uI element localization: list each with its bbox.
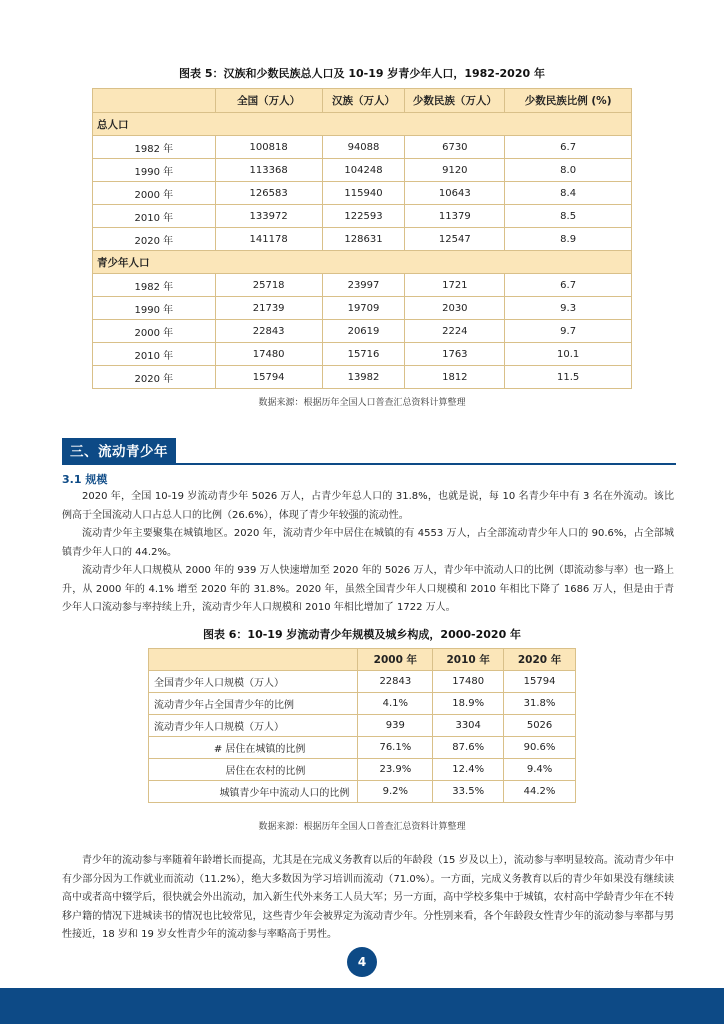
table-cell: 128631 <box>322 228 405 251</box>
row-label: 流动青少年人口规模（万人） <box>149 715 358 737</box>
table-cell: 5026 <box>504 715 576 737</box>
table-cell: 1990 年 <box>93 297 216 320</box>
table-row <box>93 297 632 320</box>
table-cell: 3304 <box>433 715 504 737</box>
table5-section-label: 总人口 <box>93 113 632 136</box>
table6-header-cell: 2010 年 <box>433 649 504 671</box>
row-label: 城镇青少年中流动人口的比例 <box>149 781 358 803</box>
table-cell: 4.1% <box>358 693 433 715</box>
table5-section-row <box>93 251 632 274</box>
subsection-title: 3.1 规模 <box>62 473 108 486</box>
table-cell: 23.9% <box>358 759 433 781</box>
table-cell: 1982 年 <box>93 136 216 159</box>
table5-section-row <box>93 113 632 136</box>
table-row <box>93 205 632 228</box>
table-cell: 6730 <box>405 136 505 159</box>
table-cell: 1763 <box>405 343 505 366</box>
table-cell: 15716 <box>322 343 405 366</box>
table-row <box>93 274 632 297</box>
table6-source: 数据来源：根据历年全国人口普查汇总资料计算整理 <box>258 822 466 832</box>
table-cell: 15794 <box>215 366 322 389</box>
table-cell: 17480 <box>215 343 322 366</box>
table-cell: 126583 <box>215 182 322 205</box>
table-cell: 11.5 <box>505 366 632 389</box>
table-cell: 11379 <box>405 205 505 228</box>
section-title: 三、流动青少年 <box>62 438 176 463</box>
table-cell: 90.6% <box>504 737 576 759</box>
table-cell: 87.6% <box>433 737 504 759</box>
table-cell: 18.9% <box>433 693 504 715</box>
table-cell: 15794 <box>504 671 576 693</box>
table5-section-label: 青少年人口 <box>93 251 632 274</box>
table-cell: 22843 <box>215 320 322 343</box>
footer-bar <box>0 988 724 1024</box>
row-label: 居住在农村的比例 <box>149 759 358 781</box>
table6-header-row <box>149 649 576 671</box>
table6-header-cell: 2020 年 <box>504 649 576 671</box>
table5-source: 数据来源：根据历年全国人口普查汇总资料计算整理 <box>258 398 466 408</box>
table-cell: 2030 <box>405 297 505 320</box>
table-cell: 17480 <box>433 671 504 693</box>
table-cell: 19709 <box>322 297 405 320</box>
table-cell: 25718 <box>215 274 322 297</box>
table-cell: 94088 <box>322 136 405 159</box>
row-label: # 居住在城镇的比例 <box>149 737 358 759</box>
table-cell: 115940 <box>322 182 405 205</box>
table-row <box>149 715 576 737</box>
section-divider <box>62 463 676 465</box>
table5-caption: 图表 5：汉族和少数民族总人口及 10-19 岁青少年人口，1982-2020 年 <box>179 67 545 80</box>
table5-header-cell: 汉族（万人） <box>322 89 405 113</box>
table-cell: 1990 年 <box>93 159 216 182</box>
table-cell: 2020 年 <box>93 228 216 251</box>
table-cell: 1721 <box>405 274 505 297</box>
table-cell: 21739 <box>215 297 322 320</box>
table-cell: 23997 <box>322 274 405 297</box>
table5-header-cell: 少数民族比例 (%) <box>505 89 632 113</box>
table-cell: 939 <box>358 715 433 737</box>
table-row <box>93 159 632 182</box>
table5-header-cell: 少数民族（万人） <box>405 89 505 113</box>
table5-header-cell <box>93 89 216 113</box>
table-row <box>93 343 632 366</box>
table-cell: 12.4% <box>433 759 504 781</box>
table-cell: 9.2% <box>358 781 433 803</box>
table-cell: 141178 <box>215 228 322 251</box>
table-cell: 10643 <box>405 182 505 205</box>
row-label: 全国青少年人口规模（万人） <box>149 671 358 693</box>
paragraph: 流动青少年主要聚集在城镇地区。2020 年，流动青少年中居住在城镇的有 4553 万人，占全部流动青少年人口的 90.6%，占全部城镇青少年人口的 44.2%。 <box>62 528 674 558</box>
table-row <box>93 366 632 389</box>
table-cell: 8.4 <box>505 182 632 205</box>
table-cell: 2224 <box>405 320 505 343</box>
table-cell: 100818 <box>215 136 322 159</box>
table-cell: 33.5% <box>433 781 504 803</box>
page-number: 4 <box>347 947 377 977</box>
table-row <box>93 320 632 343</box>
table-cell: 12547 <box>405 228 505 251</box>
table-cell: 44.2% <box>504 781 576 803</box>
table-cell: 8.0 <box>505 159 632 182</box>
table5-header-row <box>93 89 632 113</box>
table-cell: 9120 <box>405 159 505 182</box>
row-label: 流动青少年占全国青少年的比例 <box>149 693 358 715</box>
table-cell: 8.9 <box>505 228 632 251</box>
table-cell: 9.4% <box>504 759 576 781</box>
table-cell: 6.7 <box>505 136 632 159</box>
table-cell: 10.1 <box>505 343 632 366</box>
table-row <box>93 228 632 251</box>
paragraph: 2020 年，全国 10-19 岁流动青少年 5026 万人，占青少年总人口的 31.8%，也就是说，每 10 名青少年中有 3 名在外流动。该比例高于全国流动人口占总人口的比例（26.6%），体现了青少年较强的流动性。 <box>62 491 674 521</box>
table-cell: 76.1% <box>358 737 433 759</box>
table-cell: 1982 年 <box>93 274 216 297</box>
table-cell: 122593 <box>322 205 405 228</box>
body-text-2 <box>62 852 674 945</box>
table-row <box>93 182 632 205</box>
paragraph: 青少年的流动参与率随着年龄增长而提高，尤其是在完成义务教育以后的年龄段（15 岁及以上），流动参与率明显较高。流动青少年中有少部分因为工作就业而流动（11.2%），绝大多数因为学习培训而流动（71.0%）。一方面，完成义务教育以后的青少年如果没有继续读高中或者高中辍学后，很快就会外出流动，加入新生代外来务工人员大军；另一方面，高中学校多集中于城镇，农村高中学龄青少年在不转移户籍的情况下进城读书的情况也比较常见，这些青少年会被界定为流动青少年。分性别来看，各个年龄段女性青少年的流动参与率都与男性接近，18 岁和 19 岁女性青少年的流动参与率略高于男性。 <box>62 855 674 940</box>
table-row <box>149 781 576 803</box>
table6-header-cell <box>149 649 358 671</box>
table-cell: 8.5 <box>505 205 632 228</box>
table-cell: 31.8% <box>504 693 576 715</box>
table-cell: 20619 <box>322 320 405 343</box>
table-cell: 2000 年 <box>93 182 216 205</box>
table-cell: 133972 <box>215 205 322 228</box>
table-cell: 2010 年 <box>93 205 216 228</box>
table6 <box>148 648 576 803</box>
table-cell: 22843 <box>358 671 433 693</box>
table5-header-cell: 全国（万人） <box>215 89 322 113</box>
paragraph: 流动青少年人口规模从 2000 年的 939 万人快速增加至 2020 年的 5026 万人，青少年中流动人口的比例（即流动参与率）也一路上升，从 2000 年的 4.1% 增至 2020 年的 31.8%。2020 年，虽然全国青少年人口规模和 2010 年相比下降了 1686 万人，但是由于青少年人口流动参与率持续上升，流动青少年人口规模和 2010 年相比增加了 1722 万人。 <box>62 565 674 613</box>
table-cell: 1812 <box>405 366 505 389</box>
table-cell: 6.7 <box>505 274 632 297</box>
table-cell: 2010 年 <box>93 343 216 366</box>
table-row <box>93 136 632 159</box>
table-row <box>149 759 576 781</box>
table-cell: 13982 <box>322 366 405 389</box>
table-row <box>149 693 576 715</box>
table-cell: 9.3 <box>505 297 632 320</box>
table-cell: 113368 <box>215 159 322 182</box>
table6-caption: 图表 6：10-19 岁流动青少年规模及城乡构成，2000-2020 年 <box>202 628 522 641</box>
table-row <box>149 671 576 693</box>
table-cell: 104248 <box>322 159 405 182</box>
body-text-1 <box>62 488 674 618</box>
table-row <box>149 737 576 759</box>
table-cell: 9.7 <box>505 320 632 343</box>
table5 <box>92 88 632 389</box>
table-cell: 2000 年 <box>93 320 216 343</box>
table6-header-cell: 2000 年 <box>358 649 433 671</box>
table-cell: 2020 年 <box>93 366 216 389</box>
